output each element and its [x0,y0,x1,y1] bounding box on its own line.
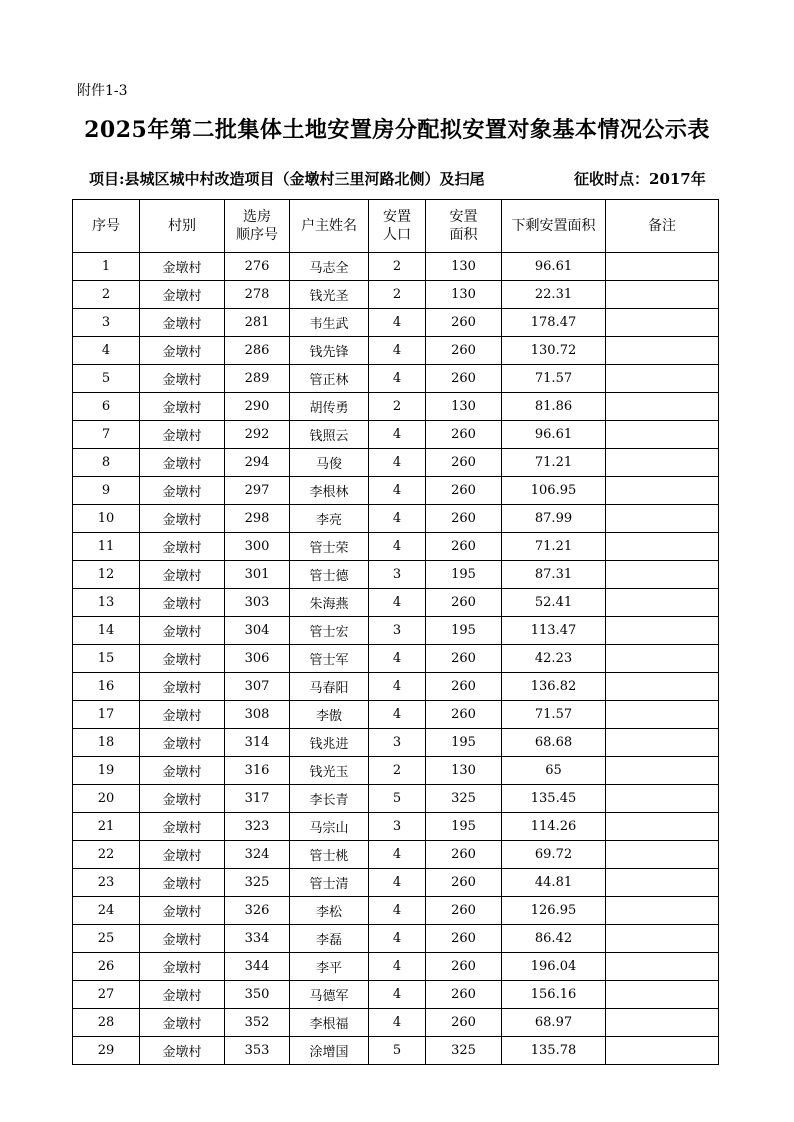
cell-area: 260 [426,449,502,477]
cell-remaining-area: 126.95 [502,897,606,925]
cell-note [606,393,719,421]
cell-village: 金墩村 [140,785,225,813]
cell-order: 325 [225,869,290,897]
cell-seq: 4 [73,337,140,365]
cell-name: 涂增国 [290,1037,369,1065]
cell-seq: 6 [73,393,140,421]
cell-order: 314 [225,729,290,757]
cell-seq: 11 [73,533,140,561]
cell-order: 286 [225,337,290,365]
cell-note [606,757,719,785]
cell-village: 金墩村 [140,365,225,393]
cell-seq: 24 [73,897,140,925]
cell-area: 260 [426,645,502,673]
table-row [73,365,719,393]
cell-name: 李磊 [290,925,369,953]
cell-village: 金墩村 [140,337,225,365]
cell-order: 294 [225,449,290,477]
cell-seq: 21 [73,813,140,841]
cell-name: 马志全 [290,253,369,281]
cell-order: 278 [225,281,290,309]
cell-village: 金墩村 [140,589,225,617]
header-population: 安置 人口 [369,200,426,253]
header-village: 村别 [140,200,225,253]
cell-order: 350 [225,981,290,1009]
cell-order: 353 [225,1037,290,1065]
cell-population: 4 [369,589,426,617]
cell-population: 4 [369,981,426,1009]
cell-village: 金墩村 [140,897,225,925]
cell-note [606,561,719,589]
table-row [73,925,719,953]
cell-note [606,365,719,393]
cell-note [606,617,719,645]
cell-village: 金墩村 [140,561,225,589]
cell-area: 260 [426,589,502,617]
table-row [73,1009,719,1037]
cell-seq: 5 [73,365,140,393]
cell-order: 304 [225,617,290,645]
cell-name: 朱海燕 [290,589,369,617]
cell-name: 李根林 [290,477,369,505]
cell-area: 260 [426,897,502,925]
cell-name: 韦生武 [290,309,369,337]
cell-name: 钱照云 [290,421,369,449]
cell-village: 金墩村 [140,981,225,1009]
table-row [73,477,719,505]
cell-name: 管士桃 [290,841,369,869]
cell-area: 260 [426,841,502,869]
cell-village: 金墩村 [140,757,225,785]
cell-order: 323 [225,813,290,841]
cell-area: 130 [426,253,502,281]
header-order: 选房 顺序号 [225,200,290,253]
cell-name: 钱先锋 [290,337,369,365]
cell-remaining-area: 87.31 [502,561,606,589]
cell-seq: 22 [73,841,140,869]
cell-village: 金墩村 [140,645,225,673]
cell-name: 马俊 [290,449,369,477]
cell-order: 352 [225,1009,290,1037]
cell-remaining-area: 71.57 [502,701,606,729]
cell-remaining-area: 71.21 [502,533,606,561]
cell-seq: 15 [73,645,140,673]
cell-population: 4 [369,449,426,477]
cell-population: 4 [369,701,426,729]
cell-population: 4 [369,897,426,925]
cell-village: 金墩村 [140,253,225,281]
cell-remaining-area: 106.95 [502,477,606,505]
cell-note [606,785,719,813]
cell-note [606,869,719,897]
cell-note [606,925,719,953]
cell-population: 4 [369,309,426,337]
cell-seq: 29 [73,1037,140,1065]
cell-remaining-area: 65 [502,757,606,785]
cell-remaining-area: 196.04 [502,953,606,981]
cell-remaining-area: 71.21 [502,449,606,477]
cell-order: 308 [225,701,290,729]
cell-village: 金墩村 [140,813,225,841]
cell-name: 钱光圣 [290,281,369,309]
cell-village: 金墩村 [140,309,225,337]
cell-name: 钱兆进 [290,729,369,757]
cell-area: 130 [426,281,502,309]
cell-seq: 3 [73,309,140,337]
cell-seq: 23 [73,869,140,897]
table-row [73,281,719,309]
resettlement-table [72,199,719,1065]
cell-note [606,813,719,841]
cell-seq: 26 [73,953,140,981]
table-row [73,505,719,533]
cell-remaining-area: 22.31 [502,281,606,309]
cell-population: 5 [369,785,426,813]
cell-seq: 2 [73,281,140,309]
table-row [73,533,719,561]
cell-population: 4 [369,365,426,393]
table-row [73,337,719,365]
cell-seq: 28 [73,1009,140,1037]
cell-seq: 17 [73,701,140,729]
cell-name: 管士荣 [290,533,369,561]
cell-order: 301 [225,561,290,589]
cell-area: 130 [426,393,502,421]
cell-seq: 1 [73,253,140,281]
cell-note [606,981,719,1009]
cell-name: 李根福 [290,1009,369,1037]
cell-note [606,673,719,701]
header-seq: 序号 [73,200,140,253]
cell-note [606,421,719,449]
cell-remaining-area: 113.47 [502,617,606,645]
cell-note [606,729,719,757]
cell-population: 3 [369,561,426,589]
cell-name: 胡传勇 [290,393,369,421]
cell-village: 金墩村 [140,701,225,729]
cell-order: 317 [225,785,290,813]
cell-area: 195 [426,617,502,645]
cell-seq: 13 [73,589,140,617]
table-row [73,953,719,981]
cell-order: 303 [225,589,290,617]
cell-area: 260 [426,365,502,393]
cell-name: 李平 [290,953,369,981]
cell-remaining-area: 87.99 [502,505,606,533]
project-label: 项目:县城区城中村改造项目（金墩村三里河路北侧）及扫尾 [89,170,485,188]
cell-note [606,533,719,561]
cell-remaining-area: 68.68 [502,729,606,757]
cell-remaining-area: 96.61 [502,253,606,281]
cell-population: 4 [369,673,426,701]
cell-order: 281 [225,309,290,337]
cell-area: 195 [426,813,502,841]
cell-note [606,253,719,281]
table-row [73,645,719,673]
cell-seq: 9 [73,477,140,505]
cell-village: 金墩村 [140,925,225,953]
cell-seq: 12 [73,561,140,589]
cell-order: 290 [225,393,290,421]
cell-remaining-area: 96.61 [502,421,606,449]
table-row [73,673,719,701]
table-row [73,309,719,337]
cell-remaining-area: 69.72 [502,841,606,869]
cell-population: 4 [369,925,426,953]
table-row [73,869,719,897]
table-row [73,617,719,645]
cell-remaining-area: 86.42 [502,925,606,953]
cell-name: 管正林 [290,365,369,393]
cell-area: 260 [426,477,502,505]
cell-seq: 16 [73,673,140,701]
cell-name: 管士宏 [290,617,369,645]
cell-note [606,281,719,309]
cell-remaining-area: 68.97 [502,1009,606,1037]
cell-population: 3 [369,813,426,841]
cell-area: 260 [426,673,502,701]
cell-population: 2 [369,757,426,785]
cell-note [606,701,719,729]
cell-population: 5 [369,1037,426,1065]
cell-population: 2 [369,393,426,421]
cell-village: 金墩村 [140,477,225,505]
page-title: 2025年第二批集体土地安置房分配拟安置对象基本情况公示表 [84,117,710,143]
cell-area: 130 [426,757,502,785]
cell-seq: 19 [73,757,140,785]
cell-name: 钱光玉 [290,757,369,785]
table-row [73,393,719,421]
cell-seq: 10 [73,505,140,533]
cell-order: 300 [225,533,290,561]
cell-area: 260 [426,309,502,337]
cell-village: 金墩村 [140,421,225,449]
table-row [73,813,719,841]
cell-population: 4 [369,477,426,505]
table-row [73,841,719,869]
cell-area: 260 [426,337,502,365]
cell-seq: 8 [73,449,140,477]
cell-remaining-area: 136.82 [502,673,606,701]
cell-area: 325 [426,1037,502,1065]
cell-seq: 27 [73,981,140,1009]
cell-note [606,477,719,505]
cell-area: 260 [426,1009,502,1037]
cell-order: 307 [225,673,290,701]
cell-area: 260 [426,981,502,1009]
cell-remaining-area: 114.26 [502,813,606,841]
cell-name: 管士德 [290,561,369,589]
header-area: 安置 面积 [426,200,502,253]
cell-note [606,309,719,337]
cell-order: 276 [225,253,290,281]
cell-village: 金墩村 [140,393,225,421]
cell-note [606,1009,719,1037]
cell-name: 管士清 [290,869,369,897]
cell-remaining-area: 135.45 [502,785,606,813]
cell-name: 李傲 [290,701,369,729]
cell-area: 260 [426,533,502,561]
cell-remaining-area: 42.23 [502,645,606,673]
table-row [73,897,719,925]
attachment-label: 附件1-3 [77,83,128,99]
cell-order: 292 [225,421,290,449]
cell-order: 324 [225,841,290,869]
cell-note [606,589,719,617]
table-row [73,981,719,1009]
cell-population: 2 [369,253,426,281]
cell-village: 金墩村 [140,617,225,645]
cell-seq: 20 [73,785,140,813]
table-row [73,701,719,729]
cell-population: 4 [369,1009,426,1037]
cell-name: 管士军 [290,645,369,673]
cell-name: 李长青 [290,785,369,813]
cell-seq: 7 [73,421,140,449]
cell-remaining-area: 81.86 [502,393,606,421]
cell-population: 4 [369,869,426,897]
cell-population: 4 [369,505,426,533]
table-row [73,561,719,589]
cell-population: 3 [369,617,426,645]
cell-area: 260 [426,505,502,533]
cell-village: 金墩村 [140,869,225,897]
cell-area: 260 [426,869,502,897]
cell-population: 4 [369,421,426,449]
cell-name: 马春阳 [290,673,369,701]
table-row [73,253,719,281]
cell-population: 4 [369,337,426,365]
cell-seq: 14 [73,617,140,645]
cell-population: 4 [369,841,426,869]
cell-village: 金墩村 [140,281,225,309]
cell-village: 金墩村 [140,673,225,701]
cell-population: 4 [369,953,426,981]
table-row [73,589,719,617]
header-remaining-area: 下剩安置面积 [502,200,606,253]
cell-order: 298 [225,505,290,533]
table-row [73,757,719,785]
cell-area: 260 [426,421,502,449]
cell-area: 325 [426,785,502,813]
cell-name: 马德军 [290,981,369,1009]
cell-area: 260 [426,953,502,981]
cell-village: 金墩村 [140,953,225,981]
cell-note [606,645,719,673]
cell-note [606,841,719,869]
cell-village: 金墩村 [140,1009,225,1037]
cell-order: 297 [225,477,290,505]
header-note: 备注 [606,200,719,253]
cell-population: 2 [369,281,426,309]
cell-note [606,1037,719,1065]
cell-village: 金墩村 [140,449,225,477]
cell-note [606,449,719,477]
table-row [73,421,719,449]
cell-area: 195 [426,729,502,757]
cell-remaining-area: 71.57 [502,365,606,393]
cell-order: 316 [225,757,290,785]
cell-name: 李松 [290,897,369,925]
cell-remaining-area: 156.16 [502,981,606,1009]
cell-note [606,337,719,365]
cell-note [606,505,719,533]
cell-area: 195 [426,561,502,589]
cell-remaining-area: 135.78 [502,1037,606,1065]
cell-name: 马宗山 [290,813,369,841]
cell-population: 4 [369,645,426,673]
cell-village: 金墩村 [140,841,225,869]
cell-remaining-area: 130.72 [502,337,606,365]
cell-order: 306 [225,645,290,673]
cell-order: 344 [225,953,290,981]
cell-order: 289 [225,365,290,393]
table-row [73,1037,719,1065]
cell-village: 金墩村 [140,533,225,561]
cell-seq: 25 [73,925,140,953]
table-row [73,729,719,757]
cell-name: 李亮 [290,505,369,533]
acquisition-time-label: 征收时点：2017年 [574,170,706,188]
cell-population: 3 [369,729,426,757]
cell-order: 334 [225,925,290,953]
table-row [73,449,719,477]
header-name: 户主姓名 [290,200,369,253]
cell-note [606,953,719,981]
table-row [73,785,719,813]
cell-order: 326 [225,897,290,925]
cell-area: 260 [426,701,502,729]
cell-village: 金墩村 [140,1037,225,1065]
cell-village: 金墩村 [140,505,225,533]
cell-village: 金墩村 [140,729,225,757]
cell-remaining-area: 178.47 [502,309,606,337]
table-header-row [73,200,719,253]
cell-remaining-area: 52.41 [502,589,606,617]
cell-area: 260 [426,925,502,953]
cell-population: 4 [369,533,426,561]
cell-remaining-area: 44.81 [502,869,606,897]
cell-seq: 18 [73,729,140,757]
cell-note [606,897,719,925]
